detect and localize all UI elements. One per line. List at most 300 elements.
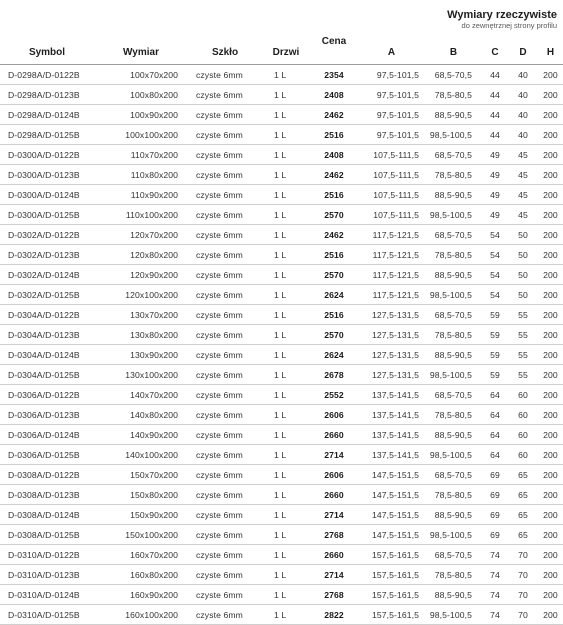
cell-c: 64 xyxy=(482,405,508,425)
cell-symbol: D-0308A/D-0124B xyxy=(0,505,94,525)
cell-symbol: D-0304A/D-0123B xyxy=(0,325,94,345)
cell-cena: 2606 xyxy=(310,405,358,425)
table-row xyxy=(0,185,563,205)
cell-szklo: czyste 6mm xyxy=(188,305,262,325)
table-row xyxy=(0,485,563,505)
cell-symbol: D-0306A/D-0125B xyxy=(0,445,94,465)
cell-drzwi: 1 L xyxy=(262,125,310,145)
cell-h: 200 xyxy=(538,445,563,465)
table-row xyxy=(0,205,563,225)
table-row xyxy=(0,325,563,345)
cell-b: 88,5-90,5 xyxy=(425,105,482,125)
cell-wymiar: 120x80x200 xyxy=(94,245,188,265)
cell-wymiar: 150x100x200 xyxy=(94,525,188,545)
cell-szklo: czyste 6mm xyxy=(188,425,262,445)
col-header-d: D xyxy=(508,30,538,65)
cell-c: 44 xyxy=(482,65,508,85)
table-row xyxy=(0,65,563,85)
cell-cena: 2678 xyxy=(310,365,358,385)
cell-a: 147,5-151,5 xyxy=(358,525,425,545)
cell-d: 40 xyxy=(508,105,538,125)
col-header-h: H xyxy=(538,30,563,65)
cell-h: 200 xyxy=(538,265,563,285)
cell-d: 50 xyxy=(508,285,538,305)
cell-b: 78,5-80,5 xyxy=(425,325,482,345)
cell-drzwi: 1 L xyxy=(262,325,310,345)
col-header-cena: Cena xyxy=(310,30,358,65)
cell-cena: 2408 xyxy=(310,145,358,165)
cell-h: 200 xyxy=(538,185,563,205)
cell-a: 157,5-161,5 xyxy=(358,565,425,585)
table-row xyxy=(0,265,563,285)
cell-c: 49 xyxy=(482,205,508,225)
table-row xyxy=(0,165,563,185)
cell-a: 117,5-121,5 xyxy=(358,285,425,305)
cell-cena: 2354 xyxy=(310,65,358,85)
cell-c: 74 xyxy=(482,585,508,605)
cell-d: 50 xyxy=(508,225,538,245)
cell-b: 68,5-70,5 xyxy=(425,65,482,85)
cell-c: 54 xyxy=(482,285,508,305)
header-row-columns xyxy=(0,30,563,65)
cell-h: 200 xyxy=(538,365,563,385)
cell-szklo: czyste 6mm xyxy=(188,105,262,125)
table-body xyxy=(0,65,563,625)
cell-szklo: czyste 6mm xyxy=(188,185,262,205)
cell-szklo: czyste 6mm xyxy=(188,125,262,145)
cell-d: 45 xyxy=(508,145,538,165)
cell-symbol: D-0302A/D-0125B xyxy=(0,285,94,305)
cell-cena: 2768 xyxy=(310,525,358,545)
cell-wymiar: 160x90x200 xyxy=(94,585,188,605)
cell-wymiar: 130x90x200 xyxy=(94,345,188,365)
table-row xyxy=(0,445,563,465)
cell-h: 200 xyxy=(538,545,563,565)
cell-cena: 2714 xyxy=(310,445,358,465)
cell-d: 60 xyxy=(508,405,538,425)
cell-szklo: czyste 6mm xyxy=(188,485,262,505)
cell-szklo: czyste 6mm xyxy=(188,545,262,565)
cell-drzwi: 1 L xyxy=(262,145,310,165)
table-row xyxy=(0,505,563,525)
cell-h: 200 xyxy=(538,505,563,525)
cell-szklo: czyste 6mm xyxy=(188,465,262,485)
cell-cena: 2570 xyxy=(310,325,358,345)
cell-szklo: czyste 6mm xyxy=(188,65,262,85)
cell-cena: 2660 xyxy=(310,425,358,445)
cell-symbol: D-0302A/D-0124B xyxy=(0,265,94,285)
cell-cena: 2516 xyxy=(310,245,358,265)
cell-h: 200 xyxy=(538,65,563,85)
cell-a: 107,5-111,5 xyxy=(358,185,425,205)
cell-wymiar: 100x90x200 xyxy=(94,105,188,125)
cell-symbol: D-0298A/D-0122B xyxy=(0,65,94,85)
cell-d: 55 xyxy=(508,345,538,365)
cell-d: 70 xyxy=(508,545,538,565)
cell-h: 200 xyxy=(538,225,563,245)
cell-szklo: czyste 6mm xyxy=(188,365,262,385)
col-header-drzwi: Drzwi xyxy=(262,30,310,65)
col-header-symbol: Symbol xyxy=(0,30,94,65)
cell-b: 88,5-90,5 xyxy=(425,585,482,605)
cell-drzwi: 1 L xyxy=(262,385,310,405)
cell-a: 157,5-161,5 xyxy=(358,605,425,625)
cell-symbol: D-0308A/D-0125B xyxy=(0,525,94,545)
cell-cena: 2516 xyxy=(310,185,358,205)
cell-b: 78,5-80,5 xyxy=(425,245,482,265)
cell-szklo: czyste 6mm xyxy=(188,225,262,245)
cell-h: 200 xyxy=(538,345,563,365)
cell-symbol: D-0298A/D-0124B xyxy=(0,105,94,125)
cell-a: 127,5-131,5 xyxy=(358,365,425,385)
table-row xyxy=(0,285,563,305)
cell-symbol: D-0306A/D-0124B xyxy=(0,425,94,445)
cell-c: 69 xyxy=(482,525,508,545)
cell-h: 200 xyxy=(538,605,563,625)
cell-d: 40 xyxy=(508,125,538,145)
cell-d: 65 xyxy=(508,485,538,505)
cell-a: 137,5-141,5 xyxy=(358,385,425,405)
cell-cena: 2714 xyxy=(310,505,358,525)
cell-h: 200 xyxy=(538,305,563,325)
cell-cena: 2516 xyxy=(310,125,358,145)
cell-a: 97,5-101,5 xyxy=(358,105,425,125)
cell-h: 200 xyxy=(538,105,563,125)
cell-h: 200 xyxy=(538,565,563,585)
cell-b: 88,5-90,5 xyxy=(425,425,482,445)
cell-cena: 2552 xyxy=(310,385,358,405)
cell-b: 98,5-100,5 xyxy=(425,285,482,305)
cell-b: 78,5-80,5 xyxy=(425,165,482,185)
cell-b: 68,5-70,5 xyxy=(425,305,482,325)
cell-b: 98,5-100,5 xyxy=(425,125,482,145)
cell-c: 44 xyxy=(482,85,508,105)
table-row xyxy=(0,225,563,245)
cell-szklo: czyste 6mm xyxy=(188,405,262,425)
cell-wymiar: 110x80x200 xyxy=(94,165,188,185)
cell-a: 97,5-101,5 xyxy=(358,65,425,85)
cell-wymiar: 130x70x200 xyxy=(94,305,188,325)
cell-cena: 2570 xyxy=(310,205,358,225)
cell-cena: 2660 xyxy=(310,545,358,565)
cell-h: 200 xyxy=(538,385,563,405)
cell-cena: 2822 xyxy=(310,605,358,625)
cell-szklo: czyste 6mm xyxy=(188,385,262,405)
cell-wymiar: 110x70x200 xyxy=(94,145,188,165)
cell-d: 60 xyxy=(508,445,538,465)
cell-drzwi: 1 L xyxy=(262,405,310,425)
cell-szklo: czyste 6mm xyxy=(188,445,262,465)
cell-drzwi: 1 L xyxy=(262,445,310,465)
cell-symbol: D-0300A/D-0123B xyxy=(0,165,94,185)
cell-b: 78,5-80,5 xyxy=(425,85,482,105)
table-row xyxy=(0,425,563,445)
cell-symbol: D-0300A/D-0122B xyxy=(0,145,94,165)
cell-cena: 2570 xyxy=(310,265,358,285)
cell-symbol: D-0302A/D-0122B xyxy=(0,225,94,245)
cell-a: 107,5-111,5 xyxy=(358,145,425,165)
cell-szklo: czyste 6mm xyxy=(188,525,262,545)
cell-wymiar: 140x100x200 xyxy=(94,445,188,465)
cell-h: 200 xyxy=(538,165,563,185)
cell-h: 200 xyxy=(538,285,563,305)
cell-h: 200 xyxy=(538,125,563,145)
cell-b: 88,5-90,5 xyxy=(425,345,482,365)
cell-drzwi: 1 L xyxy=(262,205,310,225)
table-row xyxy=(0,105,563,125)
dimensions-group-note: do zewnętrznej strony profilu xyxy=(461,20,557,30)
cell-szklo: czyste 6mm xyxy=(188,325,262,345)
cell-d: 45 xyxy=(508,205,538,225)
cell-szklo: czyste 6mm xyxy=(188,205,262,225)
table-row xyxy=(0,345,563,365)
col-header-c: C xyxy=(482,30,508,65)
cell-drzwi: 1 L xyxy=(262,465,310,485)
cell-szklo: czyste 6mm xyxy=(188,605,262,625)
cell-drzwi: 1 L xyxy=(262,545,310,565)
cell-wymiar: 130x100x200 xyxy=(94,365,188,385)
table-row xyxy=(0,145,563,165)
cell-cena: 2768 xyxy=(310,585,358,605)
cell-a: 137,5-141,5 xyxy=(358,445,425,465)
cell-b: 88,5-90,5 xyxy=(425,265,482,285)
cell-a: 147,5-151,5 xyxy=(358,485,425,505)
cell-b: 88,5-90,5 xyxy=(425,505,482,525)
header-row-group xyxy=(0,0,563,30)
cell-d: 55 xyxy=(508,305,538,325)
cell-wymiar: 140x70x200 xyxy=(94,385,188,405)
cell-a: 157,5-161,5 xyxy=(358,545,425,565)
cell-d: 60 xyxy=(508,385,538,405)
cell-symbol: D-0304A/D-0122B xyxy=(0,305,94,325)
cell-wymiar: 100x70x200 xyxy=(94,65,188,85)
cell-symbol: D-0310A/D-0125B xyxy=(0,605,94,625)
cell-d: 40 xyxy=(508,65,538,85)
cell-c: 59 xyxy=(482,325,508,345)
cell-cena: 2714 xyxy=(310,565,358,585)
cell-symbol: D-0306A/D-0122B xyxy=(0,385,94,405)
cell-b: 68,5-70,5 xyxy=(425,145,482,165)
cell-b: 98,5-100,5 xyxy=(425,525,482,545)
cell-d: 65 xyxy=(508,505,538,525)
cell-b: 98,5-100,5 xyxy=(425,605,482,625)
table-row xyxy=(0,365,563,385)
cell-h: 200 xyxy=(538,465,563,485)
cell-d: 45 xyxy=(508,185,538,205)
cell-b: 98,5-100,5 xyxy=(425,205,482,225)
cell-symbol: D-0302A/D-0123B xyxy=(0,245,94,265)
cell-a: 97,5-101,5 xyxy=(358,125,425,145)
cell-symbol: D-0310A/D-0124B xyxy=(0,585,94,605)
cell-d: 70 xyxy=(508,565,538,585)
col-header-b: B xyxy=(425,30,482,65)
cell-drzwi: 1 L xyxy=(262,265,310,285)
cell-a: 117,5-121,5 xyxy=(358,245,425,265)
cell-c: 59 xyxy=(482,305,508,325)
cell-symbol: D-0310A/D-0122B xyxy=(0,545,94,565)
cell-symbol: D-0304A/D-0124B xyxy=(0,345,94,365)
cell-d: 55 xyxy=(508,325,538,345)
cell-a: 107,5-111,5 xyxy=(358,205,425,225)
col-header-szklo: Szkło xyxy=(188,30,262,65)
cell-szklo: czyste 6mm xyxy=(188,85,262,105)
cell-a: 137,5-141,5 xyxy=(358,405,425,425)
cell-b: 68,5-70,5 xyxy=(425,385,482,405)
cell-a: 127,5-131,5 xyxy=(358,325,425,345)
cell-a: 157,5-161,5 xyxy=(358,585,425,605)
cell-drzwi: 1 L xyxy=(262,425,310,445)
cell-cena: 2516 xyxy=(310,305,358,325)
cell-drzwi: 1 L xyxy=(262,65,310,85)
header-spacer xyxy=(0,0,358,30)
cell-c: 59 xyxy=(482,365,508,385)
cell-c: 49 xyxy=(482,145,508,165)
cell-b: 68,5-70,5 xyxy=(425,545,482,565)
cell-drzwi: 1 L xyxy=(262,105,310,125)
cell-szklo: czyste 6mm xyxy=(188,345,262,365)
cell-symbol: D-0300A/D-0124B xyxy=(0,185,94,205)
table-row xyxy=(0,405,563,425)
table-row xyxy=(0,85,563,105)
cell-szklo: czyste 6mm xyxy=(188,145,262,165)
cell-b: 78,5-80,5 xyxy=(425,485,482,505)
cell-a: 127,5-131,5 xyxy=(358,305,425,325)
cell-szklo: czyste 6mm xyxy=(188,285,262,305)
cell-d: 40 xyxy=(508,85,538,105)
dimensions-group-title: Wymiary rzeczywiste xyxy=(447,8,557,21)
cell-drzwi: 1 L xyxy=(262,345,310,365)
cell-a: 117,5-121,5 xyxy=(358,225,425,245)
cell-h: 200 xyxy=(538,485,563,505)
cell-c: 54 xyxy=(482,225,508,245)
table-row xyxy=(0,305,563,325)
cell-symbol: D-0298A/D-0125B xyxy=(0,125,94,145)
cell-b: 98,5-100,5 xyxy=(425,365,482,385)
cell-wymiar: 150x80x200 xyxy=(94,485,188,505)
cell-c: 69 xyxy=(482,465,508,485)
cell-cena: 2408 xyxy=(310,85,358,105)
cell-c: 44 xyxy=(482,105,508,125)
cell-c: 59 xyxy=(482,345,508,365)
cell-c: 64 xyxy=(482,445,508,465)
cell-c: 54 xyxy=(482,265,508,285)
table-row xyxy=(0,125,563,145)
cell-cena: 2462 xyxy=(310,165,358,185)
cell-c: 74 xyxy=(482,565,508,585)
cell-drzwi: 1 L xyxy=(262,525,310,545)
cell-szklo: czyste 6mm xyxy=(188,505,262,525)
cell-c: 74 xyxy=(482,605,508,625)
cell-drzwi: 1 L xyxy=(262,185,310,205)
cell-wymiar: 160x80x200 xyxy=(94,565,188,585)
cell-a: 97,5-101,5 xyxy=(358,85,425,105)
cell-cena: 2624 xyxy=(310,345,358,365)
table-row xyxy=(0,565,563,585)
cell-b: 78,5-80,5 xyxy=(425,565,482,585)
cell-wymiar: 140x90x200 xyxy=(94,425,188,445)
cell-szklo: czyste 6mm xyxy=(188,565,262,585)
table-row xyxy=(0,525,563,545)
cell-wymiar: 120x70x200 xyxy=(94,225,188,245)
cell-d: 50 xyxy=(508,265,538,285)
cell-symbol: D-0308A/D-0123B xyxy=(0,485,94,505)
cell-drzwi: 1 L xyxy=(262,285,310,305)
cell-d: 65 xyxy=(508,465,538,485)
cell-drzwi: 1 L xyxy=(262,605,310,625)
cell-szklo: czyste 6mm xyxy=(188,265,262,285)
cell-b: 88,5-90,5 xyxy=(425,185,482,205)
cell-symbol: D-0310A/D-0123B xyxy=(0,565,94,585)
cell-d: 70 xyxy=(508,605,538,625)
cell-d: 65 xyxy=(508,525,538,545)
cell-wymiar: 110x90x200 xyxy=(94,185,188,205)
col-header-wymiar: Wymiar xyxy=(94,30,188,65)
cell-cena: 2462 xyxy=(310,105,358,125)
cell-a: 117,5-121,5 xyxy=(358,265,425,285)
cell-symbol: D-0304A/D-0125B xyxy=(0,365,94,385)
cell-d: 50 xyxy=(508,245,538,265)
cell-szklo: czyste 6mm xyxy=(188,245,262,265)
cell-d: 45 xyxy=(508,165,538,185)
cell-wymiar: 100x100x200 xyxy=(94,125,188,145)
cell-c: 64 xyxy=(482,385,508,405)
col-header-a: A xyxy=(358,30,425,65)
cell-drzwi: 1 L xyxy=(262,225,310,245)
cell-b: 68,5-70,5 xyxy=(425,465,482,485)
table-header xyxy=(0,0,563,65)
cell-drzwi: 1 L xyxy=(262,585,310,605)
cell-h: 200 xyxy=(538,205,563,225)
cell-c: 69 xyxy=(482,485,508,505)
cell-wymiar: 130x80x200 xyxy=(94,325,188,345)
cell-wymiar: 160x70x200 xyxy=(94,545,188,565)
cell-cena: 2462 xyxy=(310,225,358,245)
cell-d: 55 xyxy=(508,365,538,385)
cell-a: 137,5-141,5 xyxy=(358,425,425,445)
cell-c: 44 xyxy=(482,125,508,145)
cell-h: 200 xyxy=(538,405,563,425)
cell-h: 200 xyxy=(538,425,563,445)
cell-wymiar: 150x90x200 xyxy=(94,505,188,525)
cell-h: 200 xyxy=(538,85,563,105)
cell-c: 69 xyxy=(482,505,508,525)
cell-wymiar: 120x90x200 xyxy=(94,265,188,285)
cell-cena: 2606 xyxy=(310,465,358,485)
table-row xyxy=(0,605,563,625)
cell-h: 200 xyxy=(538,585,563,605)
cell-cena: 2624 xyxy=(310,285,358,305)
dimensions-group-header xyxy=(358,0,563,30)
cell-h: 200 xyxy=(538,525,563,545)
cell-drzwi: 1 L xyxy=(262,245,310,265)
cell-drzwi: 1 L xyxy=(262,85,310,105)
cell-symbol: D-0300A/D-0125B xyxy=(0,205,94,225)
cell-drzwi: 1 L xyxy=(262,485,310,505)
cell-drzwi: 1 L xyxy=(262,305,310,325)
cell-d: 70 xyxy=(508,585,538,605)
cell-c: 64 xyxy=(482,425,508,445)
cell-symbol: D-0308A/D-0122B xyxy=(0,465,94,485)
cell-wymiar: 150x70x200 xyxy=(94,465,188,485)
cell-drzwi: 1 L xyxy=(262,365,310,385)
cell-wymiar: 120x100x200 xyxy=(94,285,188,305)
cell-szklo: czyste 6mm xyxy=(188,165,262,185)
cell-drzwi: 1 L xyxy=(262,565,310,585)
cell-cena: 2660 xyxy=(310,485,358,505)
cell-b: 68,5-70,5 xyxy=(425,225,482,245)
cell-h: 200 xyxy=(538,325,563,345)
cell-wymiar: 160x100x200 xyxy=(94,605,188,625)
